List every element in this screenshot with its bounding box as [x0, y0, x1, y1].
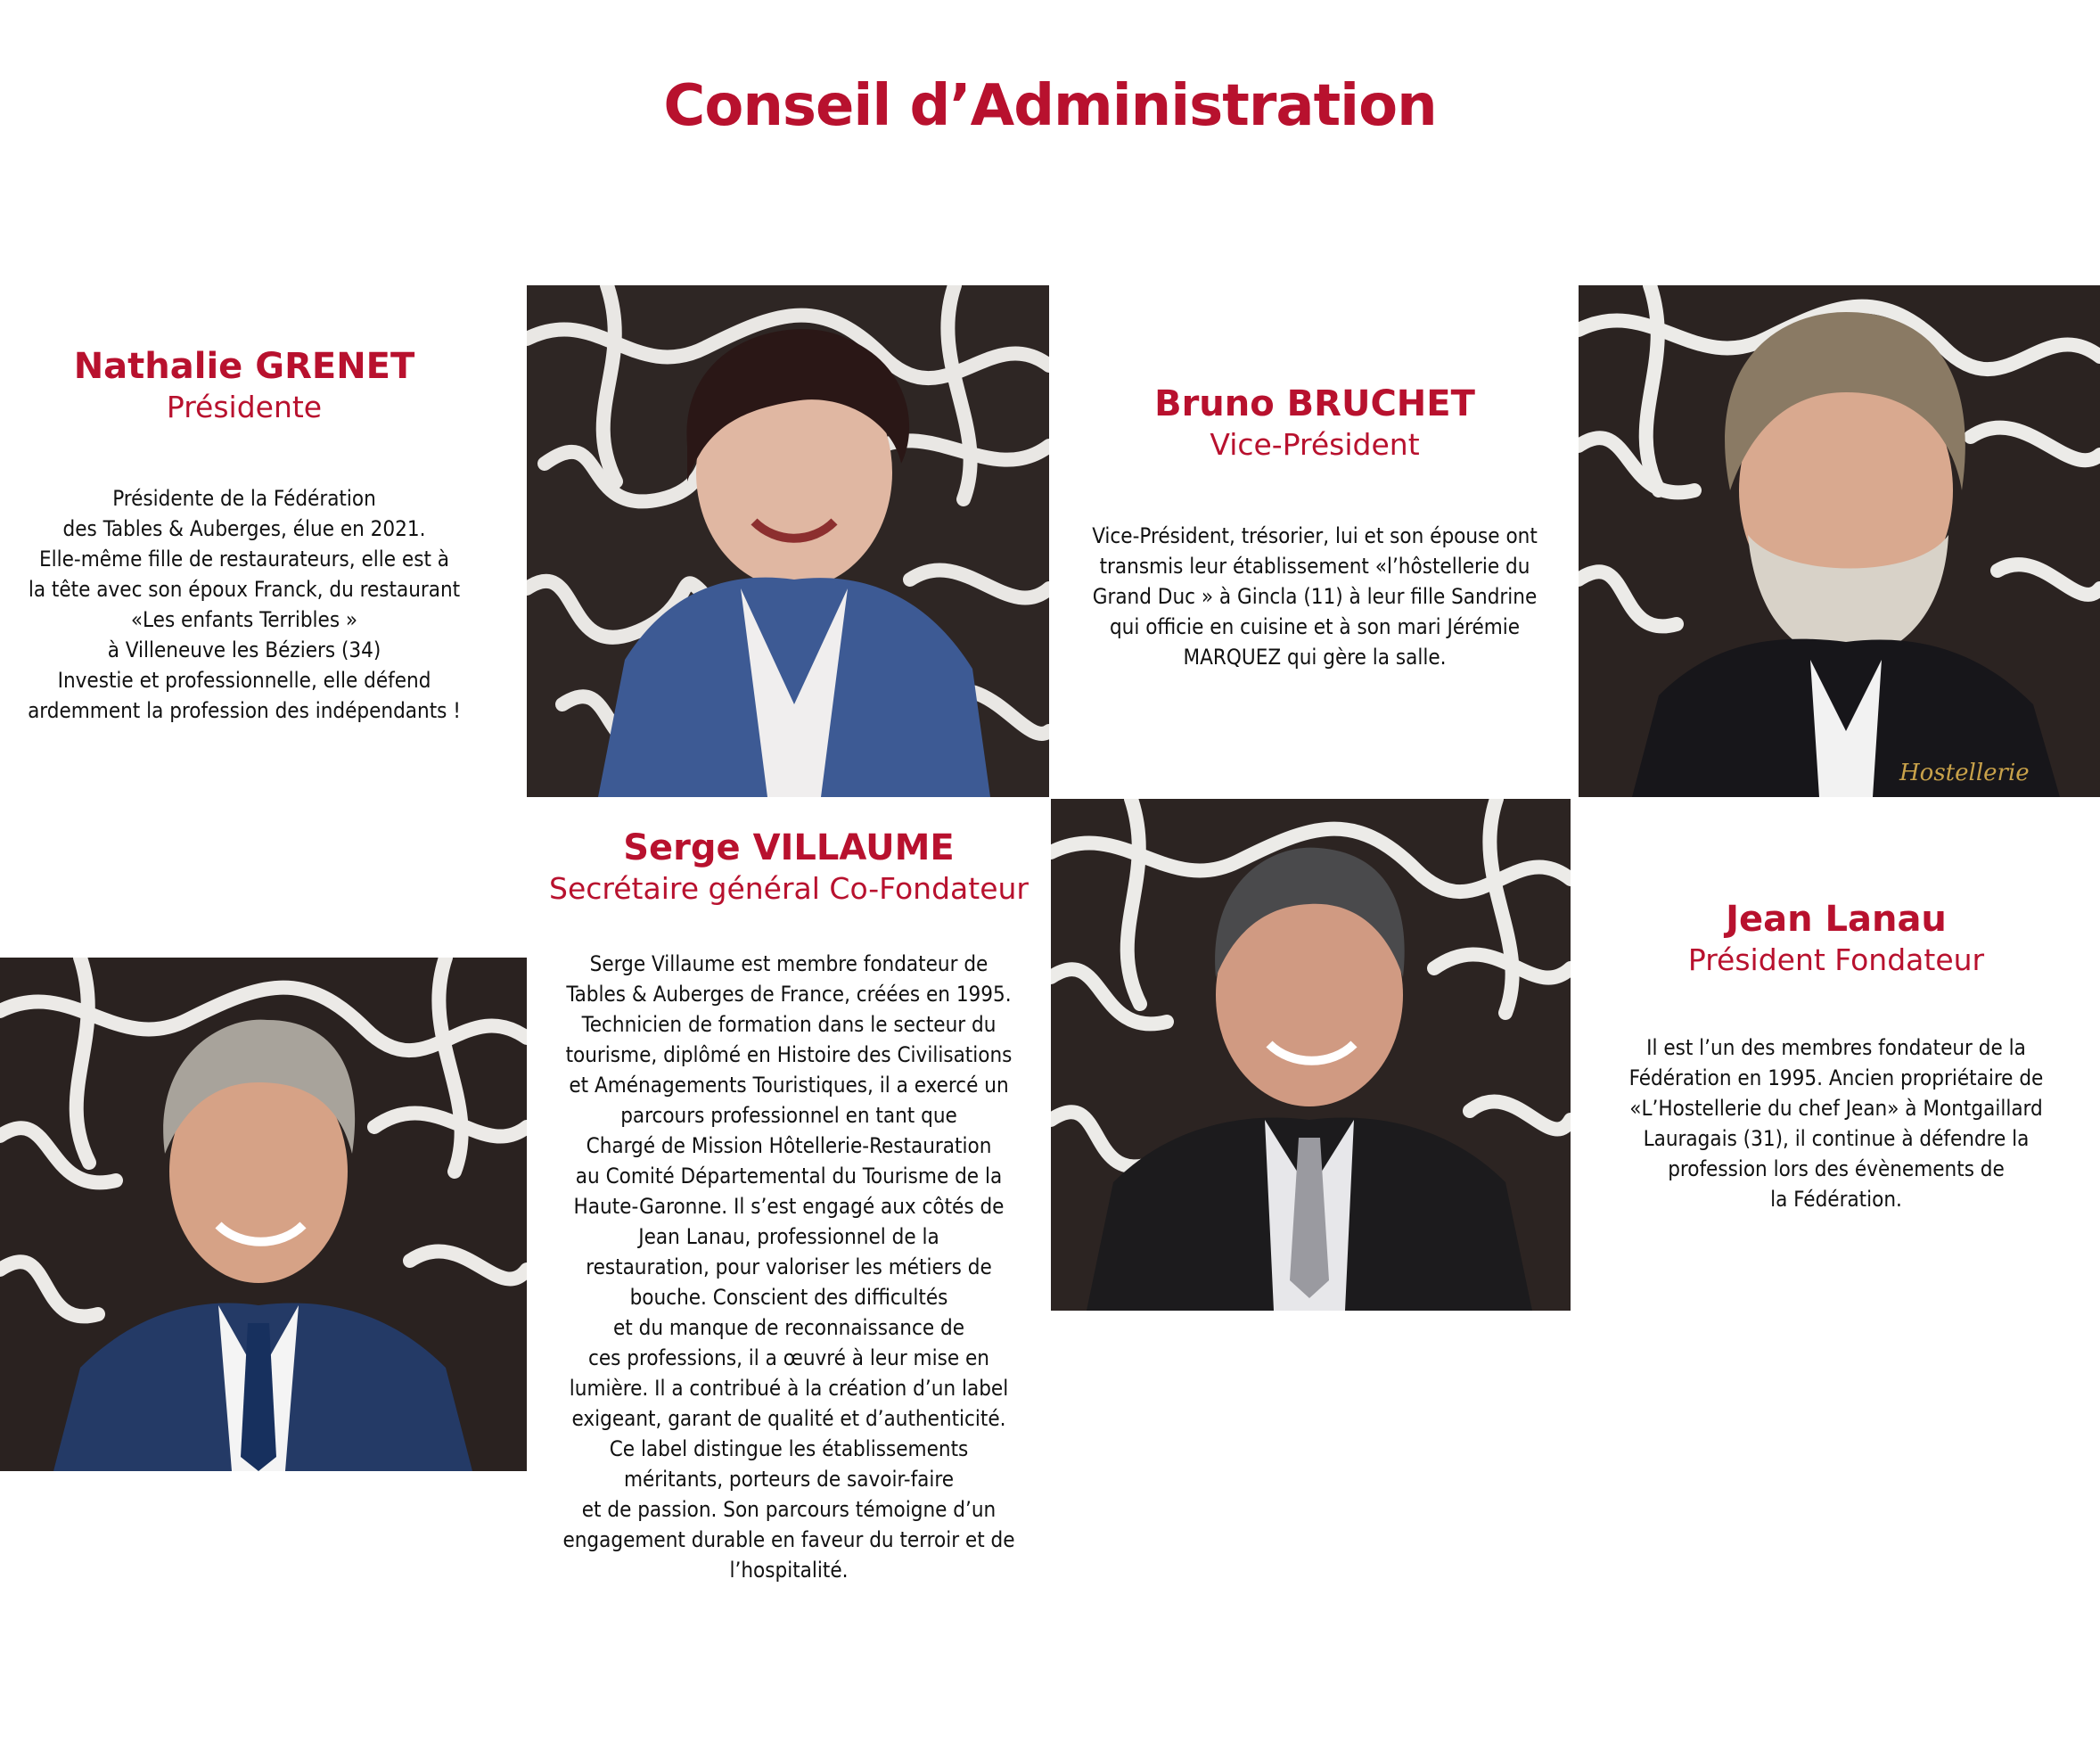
bio-line: au Comité Départemental du Tourisme de la: [575, 1164, 1003, 1188]
bio-line: MARQUEZ qui gère la salle.: [1183, 645, 1447, 670]
villaume-role: Secrétaire général Co-Fondateur: [549, 871, 1029, 906]
page-title: Conseil d’Administration: [663, 73, 1437, 139]
villaume-bio: [527, 949, 1051, 1585]
bio-line: exigeant, garant de qualité et d’authenticité.: [571, 1406, 1006, 1431]
bio-line: parcours professionnel en tant que: [620, 1103, 957, 1128]
bio-line: Lauragais (31), il continue à défendre la: [1643, 1126, 2030, 1151]
bio-line: transmis leur établissement «l’hôstellerie du: [1099, 554, 1530, 579]
bio-line: Jean Lanau, professionnel de la: [638, 1224, 939, 1249]
hostellerie-caption: Hostellerie: [1899, 760, 2030, 786]
bio-line: Elle-même fille de restaurateurs, elle est à: [39, 547, 449, 572]
bio-line: profession lors des évènements de: [1668, 1156, 2005, 1181]
bio-line: à Villeneuve les Béziers (34): [107, 637, 381, 662]
bio-line: engagement durable en faveur du terroir et de: [562, 1527, 1015, 1552]
bruchet-photo: [1579, 285, 2100, 797]
bruchet-role: Vice-Président: [1210, 427, 1420, 462]
bio-line: Haute-Garonne. Il s’est engagé aux côtés de: [573, 1194, 1005, 1219]
bio-line: Fédération en 1995. Ancien propriétaire de: [1628, 1065, 2044, 1090]
grenet-role: Présidente: [166, 390, 323, 424]
grenet-photo: [527, 285, 1049, 797]
bio-line: tourisme, diplômé en Histoire des Civilisations: [565, 1042, 1013, 1067]
bio-line: et Aménagements Touristiques, il a exercé un: [569, 1073, 1009, 1098]
lanau-role: Président Fondateur: [1687, 942, 1985, 977]
bio-line: lumière. Il a contribué à la création d’un label: [569, 1376, 1009, 1401]
bio-line: ces professions, il a œuvré à leur mise en: [588, 1345, 989, 1370]
bio-line: méritants, porteurs de savoir-faire: [623, 1467, 955, 1492]
bio-line: bouche. Conscient des difficultés: [629, 1285, 948, 1310]
bio-line: et de passion. Son parcours témoigne d’un: [581, 1497, 997, 1522]
bio-line: Serge Villaume est membre fondateur de: [589, 951, 988, 976]
portrait-elder-man-photo-icon: [1051, 799, 1571, 1311]
bruchet-text-block: [1049, 382, 1580, 672]
bio-line: Technicien de formation dans le secteur du: [581, 1012, 997, 1037]
bio-line: Grand Duc » à Gincla (11) à leur fille Sandrine: [1092, 584, 1538, 609]
grenet-name: Nathalie GRENET: [73, 346, 415, 387]
bio-line: la Fédération.: [1770, 1187, 1902, 1212]
bio-line: la tête avec son époux Franck, du restaurant: [28, 577, 461, 602]
bio-line: Présidente de la Fédération: [112, 486, 376, 511]
lanau-name: Jean Lanau: [1726, 899, 1947, 940]
bruchet-name: Bruno BRUCHET: [1154, 383, 1475, 424]
villaume-photo: [0, 958, 527, 1471]
bio-line: ardemment la profession des indépendants !: [28, 698, 461, 723]
grenet-bio: [0, 483, 488, 726]
bio-line: des Tables & Auberges, élue en 2021.: [62, 516, 426, 541]
bio-line: et du manque de reconnaissance de: [613, 1315, 964, 1340]
grenet-text-block: [0, 344, 488, 726]
villaume-name: Serge VILLAUME: [623, 827, 955, 868]
lanau-photo: [1051, 799, 1571, 1311]
bio-line: «Les enfants Terribles »: [130, 607, 358, 632]
bio-line: qui officie en cuisine et à son mari Jérémie: [1109, 614, 1521, 639]
portrait-woman-photo-icon: [527, 285, 1049, 797]
portrait-man-suit-photo-icon: [0, 958, 527, 1471]
bio-line: Ce label distingue les établissements: [609, 1436, 969, 1461]
bio-line: Investie et professionnelle, elle défend: [57, 668, 431, 693]
bio-line: Chargé de Mission Hôtellerie-Restauration: [586, 1133, 992, 1158]
bio-line: «L’Hostellerie du chef Jean» à Montgaillard: [1629, 1096, 2043, 1121]
bruchet-bio: [1049, 521, 1580, 672]
bio-line: l’hospitalité.: [729, 1558, 849, 1583]
bio-line: restauration, pour valoriser les métiers de: [586, 1254, 992, 1279]
lanau-text-block: [1572, 897, 2100, 1214]
bio-line: Tables & Auberges de France, créées en 1995.: [566, 982, 1012, 1007]
bio-line: Il est l’un des membres fondateur de la: [1646, 1035, 2026, 1060]
villaume-text-block: [527, 826, 1051, 1585]
lanau-bio: [1572, 1032, 2100, 1214]
bio-line: Vice-Président, trésorier, lui et son épouse ont: [1092, 523, 1538, 548]
portrait-chef-photo-icon: [1579, 285, 2100, 797]
